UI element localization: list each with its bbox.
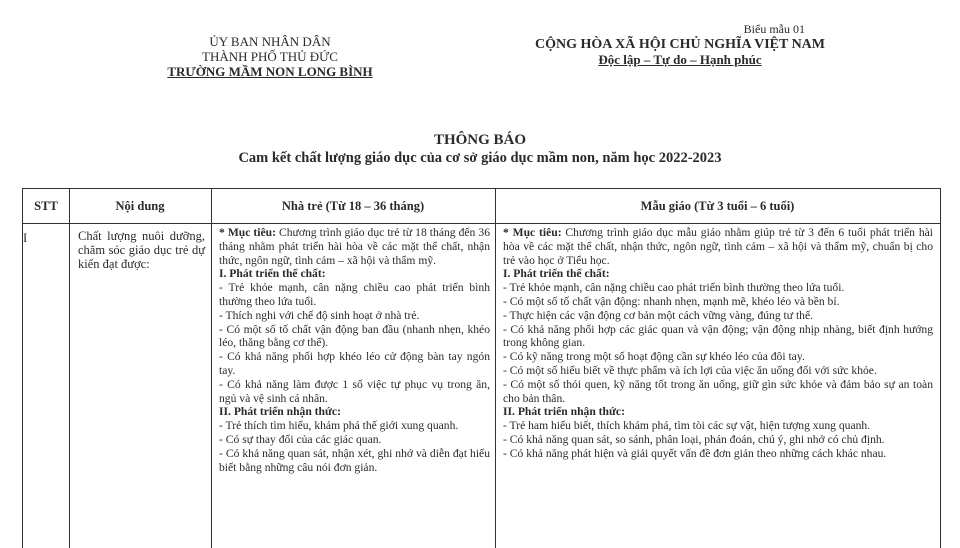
list-item: - Có khả năng phối hợp khéo léo cử động bàn tay ngón tay. <box>219 350 490 377</box>
table-divider <box>940 189 941 548</box>
list-item: - Có kỹ năng trong một số hoạt động cần sự khéo léo của đôi tay. <box>503 350 805 364</box>
header-nha-tre: Nhà trẻ (Từ 18 – 36 tháng) <box>281 198 425 213</box>
agency-line-2: THÀNH PHỐ THỦ ĐỨC <box>202 49 338 64</box>
list-item: - Có khả năng phát hiện và giải quyết vấn đề đơn giản theo những cách khác nhau. <box>503 446 887 460</box>
list-item: - Có một số tố chất vận động ban đầu (nhanh nhẹn, khéo léo, thăng bằng cơ thể). <box>219 322 490 350</box>
title-main: THÔNG BÁO <box>433 132 527 148</box>
mau-giao-section-1: I. Phát triển thể chất: <box>503 267 610 281</box>
national-motto <box>500 52 860 67</box>
header-content: Nội dung <box>115 198 165 213</box>
nha-tre-goal <box>219 226 490 267</box>
mau-giao-cell <box>503 226 933 461</box>
national-header <box>500 22 860 67</box>
list-item: - Thực hiện các vận động cơ bản một cách vững vàng, đúng tư thế. <box>503 308 814 322</box>
nha-tre-cell <box>219 226 490 474</box>
list-item: - Thích nghi với chế độ sinh hoạt ở nhà trẻ. <box>219 308 420 322</box>
table-header-divider <box>23 223 941 224</box>
list-item: - Trẻ khỏe mạnh, cân nặng chiều cao phát triển bình thường theo lứa tuổi. <box>503 281 845 295</box>
list-item: - Trẻ ham hiểu biết, thích khám phá, tìm tòi các sự vật, hiện tượng xung quanh. <box>503 419 871 433</box>
list-item: - Có khả năng phối hợp các giác quan và vận động; vận động nhịp nhàng, biết định hướng trong không gian. <box>503 322 933 350</box>
nha-tre-section-2: II. Phát triển nhận thức: <box>219 405 341 419</box>
mau-giao-goal-label: * Mục tiêu: <box>503 226 562 239</box>
nha-tre-goal-label: * Mục tiêu: <box>219 226 276 239</box>
document-title <box>0 132 960 167</box>
list-item: - Có một số tố chất vận động: nhanh nhẹn, mạnh mẽ, khéo léo và bền bỉ. <box>503 294 840 308</box>
nha-tre-goal-text: Chương trình giáo dục trẻ từ 18 tháng đến 36 tháng nhằm phát triển hài hòa về các mặt thể chất, nhận thức, ngôn ngữ, tình cảm – xã hội và thẩm mỹ. <box>219 226 490 267</box>
table-divider <box>495 189 496 548</box>
list-item: - Trẻ thích tìm hiểu, khám phá thế giới xung quanh. <box>219 419 459 433</box>
row-content: Chất lượng nuôi dưỡng, chăm sóc giáo dục trẻ dự kiến đạt được: <box>78 229 205 271</box>
mau-giao-goal-text: Chương trình giáo dục mẫu giáo nhằm giúp trẻ từ 3 đến 6 tuổi phát triển hài hòa về các mặt thể chất, nhận thức, ngôn ngữ, tình cảm – xã hội và thẩm mỹ, chuẩn bị cho trẻ vào học ở Tiểu học. <box>503 226 933 267</box>
list-item: - Có khả năng làm được 1 số việc tự phục vụ trong ăn, ngủ và vệ sinh cá nhân. <box>219 377 490 405</box>
school-name <box>120 64 420 79</box>
mau-giao-section-2: II. Phát triển nhận thức: <box>503 405 625 419</box>
agency-header <box>120 34 420 79</box>
list-item: - Có một số hiểu biết về thực phẩm và ích lợi của việc ăn uống đối với sức khỏe. <box>503 363 877 377</box>
school-name-text: TRƯỜNG MẦM NON LONG BÌNH <box>167 64 373 79</box>
table-divider <box>211 189 212 548</box>
header-stt: STT <box>34 198 58 213</box>
header-mau-giao: Mẫu giáo (Từ 3 tuổi – 6 tuổi) <box>640 198 795 213</box>
quality-table <box>22 188 941 548</box>
form-label: Biểu mẫu 01 <box>743 22 805 36</box>
list-item: - Có một số thói quen, kỹ năng tốt trong ăn uống, giữ gìn sức khỏe và đảm bảo sự an toàn cho bản thân. <box>503 377 933 405</box>
nha-tre-section-1: I. Phát triển thể chất: <box>219 267 326 281</box>
row-stt: I <box>23 231 28 245</box>
list-item: - Có khả năng quan sát, so sánh, phân loại, phán đoán, chú ý, ghi nhớ có chủ định. <box>503 432 885 446</box>
mau-giao-goal <box>503 226 933 267</box>
agency-line-1: ỦY BAN NHÂN DÂN <box>209 34 331 49</box>
list-item: - Có khả năng quan sát, nhận xét, ghi nhớ và diễn đạt hiểu biết bằng những câu nói đơn giản. <box>219 446 490 474</box>
national-name: CỘNG HÒA XÃ HỘI CHỦ NGHĨA VIỆT NAM <box>534 37 825 52</box>
national-motto-text: Độc lập – Tự do – Hạnh phúc <box>598 52 762 67</box>
list-item: - Trẻ khỏe mạnh, cân nặng chiều cao phát triển bình thường theo lứa tuổi. <box>219 281 490 308</box>
title-sub: Cam kết chất lượng giáo dục của cơ sở giáo dục mầm non, năm học 2022-2023 <box>238 150 722 166</box>
table-divider <box>69 189 70 548</box>
list-item: - Có sự thay đổi của các giác quan. <box>219 432 382 446</box>
